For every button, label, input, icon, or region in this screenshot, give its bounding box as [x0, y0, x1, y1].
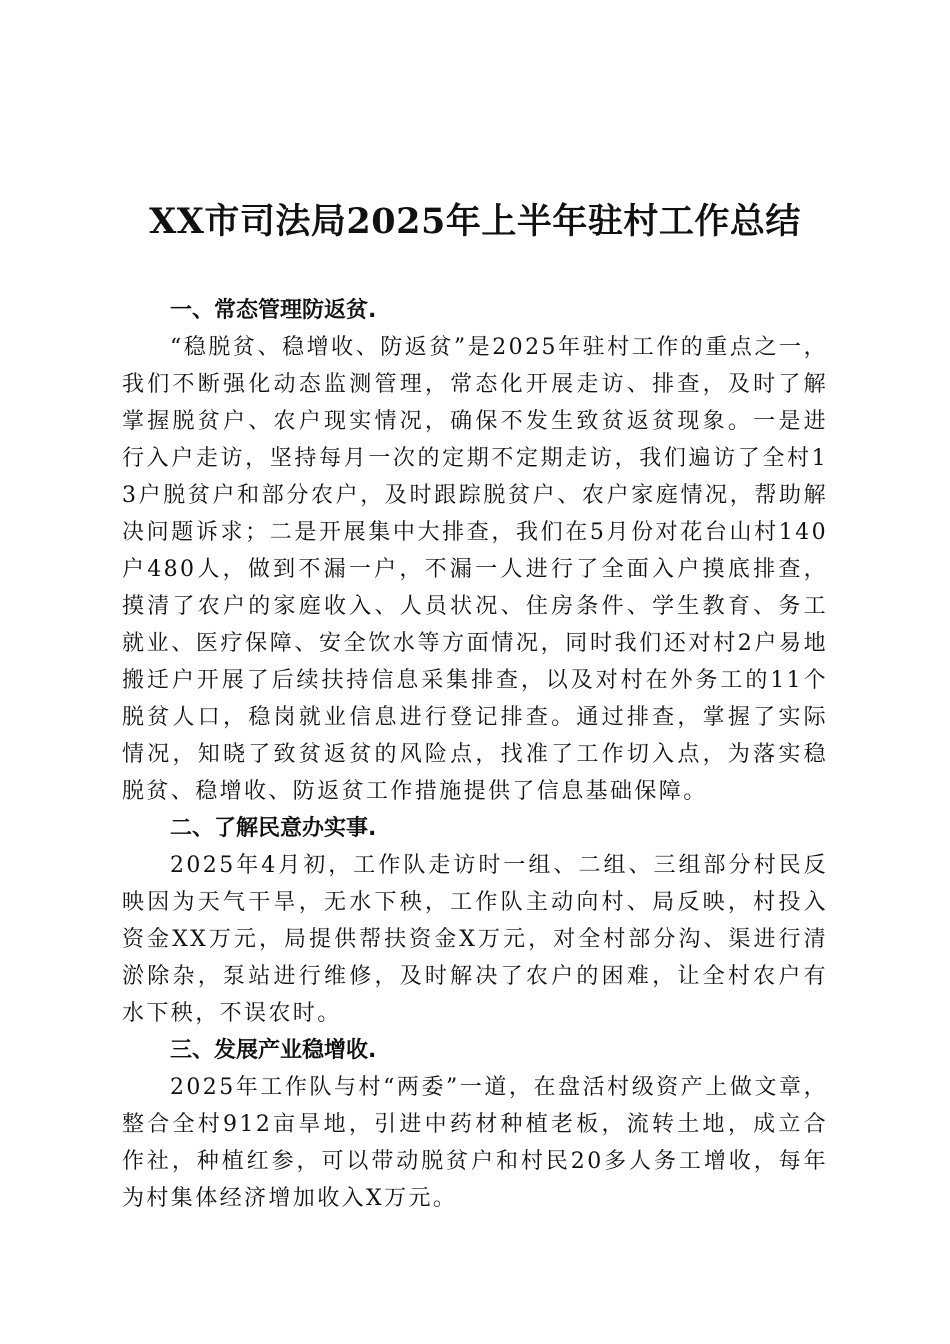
document-body: [122, 292, 828, 1217]
section-heading-2: 二、了解民意办实事.: [170, 816, 377, 841]
section-heading-1: 一、常态管理防返贫.: [170, 298, 377, 323]
section-paragraph-1: “稳脱贫、稳增收、防返贫”是2025年驻村工作的重点之一，我们不断强化动态监测管理，常态化开展走访、排查，及时了解掌握脱贫户、农户现实情况，确保不发生致贫返贫现象。一是进行入户走访，坚持每月一次的定期不定期走访，我们遍访了全村13户脱贫户和部分农户，及时跟踪脱贫户、农户家庭情况，帮助解决问题诉求；二是开展集中大排查，我们在5月份对花台山村140户480人，做到不漏一户，不漏一人进行了全面入户摸底排查，摸清了农户的家庭收入、人员状况、住房条件、学生教育、务工就业、医疗保障、安全饮水等方面情况，同时我们还对村2户易地搬迁户开展了后续扶持信息采集排查，以及对村在外务工的11个脱贫人口，稳岗就业信息进行登记排查。通过排查，掌握了实际情况，知晓了致贫返贫的风险点，找准了工作切入点，为落实稳脱贫、稳增收、防返贫工作措施提供了信息基础保障。: [122, 335, 828, 804]
section-paragraph-3: 2025年工作队与村“两委”一道，在盘活村级资产上做文章，整合全村912亩旱地，引进中药材种植老板，流转土地，成立合作社，种植红参，可以带动脱贫户和村民20多人务工增收，每年为村集体经济增加收入X万元。: [122, 1075, 828, 1211]
section-heading-3: 三、发展产业稳增收.: [170, 1038, 377, 1063]
document-title: XX市司法局2025年上半年驻村工作总结: [149, 201, 801, 242]
section-paragraph-2: 2025年4月初，工作队走访时一组、二组、三组部分村民反映因为天气干旱，无水下秧，工作队主动向村、局反映，村投入资金XX万元，局提供帮扶资金X万元，对全村部分沟、渠进行清淤除杂，泵站进行维修，及时解决了农户的困难，让全村农户有水下秧，不误农时。: [122, 853, 828, 1026]
